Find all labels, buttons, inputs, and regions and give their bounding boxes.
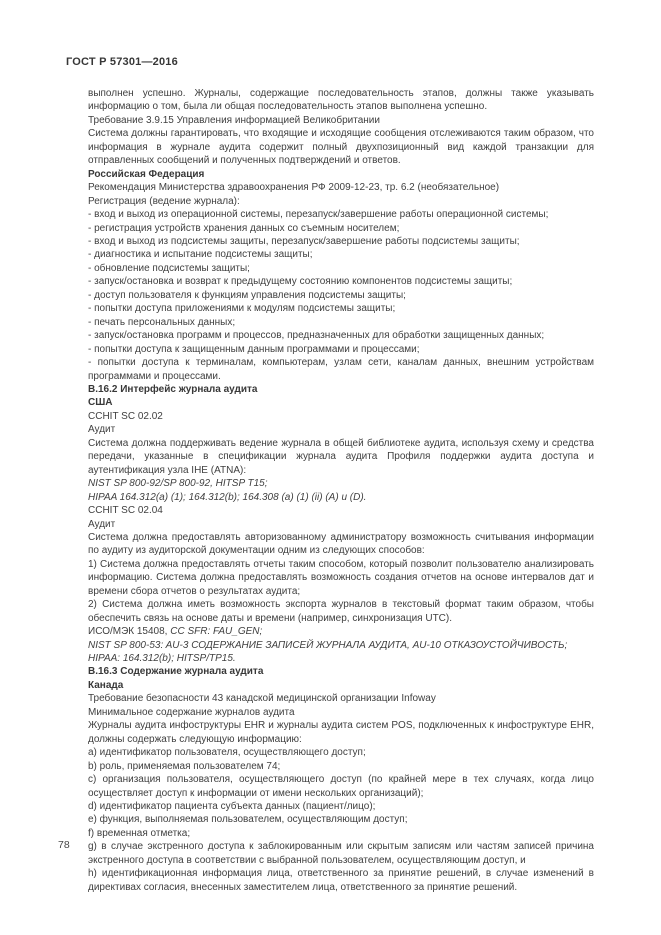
paragraph — [88, 504, 594, 517]
text-run: Требование безопасности 43 канадской медицинской организации Infoway — [88, 693, 436, 705]
paragraph — [88, 760, 594, 773]
paragraph — [88, 639, 594, 652]
text-run: - регистрация устройств хранения данных со съемным носителем; — [88, 222, 400, 234]
text-run: g) в случае экстренного доступа к заблокированным или скрытым записям или частям записей причина экстренного доступа в соответствии с выбранной пользователем, осуществляющим доступ, и — [88, 841, 594, 866]
text-run: - вход и выход из подсистемы защиты, перезапуск/завершение работы подсистемы защиты; — [88, 235, 520, 247]
paragraph — [88, 275, 594, 288]
text-run: - запуск/остановка и возврат к предыдущему состоянию компонентов подсистемы защиты; — [88, 276, 513, 288]
paragraph — [88, 114, 594, 127]
text-run: h) идентификационная информация лица, ответственного за принятие решений, в случае изменений в директивах согласия, внесенных заместителем лица, ответственного за принятие решений. — [88, 868, 594, 893]
paragraph — [88, 329, 594, 342]
paragraph — [88, 396, 594, 409]
text-run: - вход и выход из операционной системы, перезапуск/завершение работы операционной системы; — [88, 209, 549, 221]
document-header-title: ГОСТ Р 57301—2016 — [66, 56, 178, 68]
text-run: - диагностика и испытание подсистемы защиты; — [88, 249, 313, 261]
paragraph — [88, 558, 594, 598]
paragraph — [88, 773, 594, 800]
text-run: HIPAA: 164.312(b); HITSP/TP15. — [88, 653, 236, 665]
paragraph — [88, 800, 594, 813]
paragraph — [88, 531, 594, 558]
text-run: В.16.2 Интерфейс журнала аудита — [88, 383, 258, 395]
text-run: - запуск/остановка программ и процессов, предназначенных для обработки защищенных данных; — [88, 330, 545, 342]
text-run: выполнен успешно. Журналы, содержащие последовательность этапов, должны также указывать информацию о том, была ли общая последовательность этапов выполнена успешно. — [88, 88, 594, 113]
paragraph — [88, 746, 594, 759]
text-run: Рекомендация Министерства здравоохранения РФ 2009-12-23, тр. 6.2 (необязательное) — [88, 182, 500, 194]
paragraph — [88, 867, 594, 894]
text-run: Минимальное содержание журналов аудита — [88, 706, 295, 718]
paragraph — [88, 598, 594, 625]
paragraph — [88, 518, 594, 531]
text-run: Российская Федерация — [88, 168, 205, 180]
text-run: NIST SP 800-92/SP 800-92, HITSP T15; — [88, 478, 268, 490]
paragraph — [88, 343, 594, 356]
paragraph — [88, 208, 594, 221]
paragraph — [88, 262, 594, 275]
paragraph — [88, 316, 594, 329]
paragraph — [88, 437, 594, 477]
paragraph — [88, 679, 594, 692]
document-body — [88, 87, 594, 894]
paragraph — [88, 491, 594, 504]
text-run: Система должна поддерживать ведение журнала в общей библиотеке аудита, используя схему и средства передачи, указанные в спецификации журнала аудита Профиля поддержки аудита доступа и аутентификация узла IHE (ATNA): — [88, 437, 594, 476]
page-number: 78 — [58, 839, 70, 851]
paragraph — [88, 719, 594, 746]
paragraph — [88, 827, 594, 840]
text-run: Система должны гарантировать, что входящие и исходящие сообщения отслеживаются таким образом, что информация в журнале аудита содержит полный двухпозиционный вид каждой транзакции для отправленных сообщений и полученных подтверждений и ответов. — [88, 128, 594, 167]
text-run: В.16.3 Содержание журнала аудита — [88, 666, 264, 678]
text-run: a) идентификатор пользователя, осуществляющего доступ; — [88, 747, 366, 759]
paragraph — [88, 222, 594, 235]
paragraph — [88, 87, 594, 114]
paragraph — [88, 248, 594, 261]
text-run: - печать персональных данных; — [88, 316, 236, 328]
text-run: CCHIT SC 02.04 — [88, 505, 163, 517]
paragraph — [88, 692, 594, 705]
text-run: NIST SP 800-53: AU-3 СОДЕРЖАНИЕ ЗАПИСЕЙ ЖУРНАЛА АУДИТА, AU-10 ОТКАЗОУСТОЙЧИВОСТЬ; — [88, 639, 568, 651]
text-run: Система должна предоставлять авторизованному администратору возможность считывания информации по аудиту из аудиторской документации одним из следующих способов: — [88, 531, 594, 557]
paragraph — [88, 665, 594, 678]
text-run: Регистрация (ведение журнала): — [88, 195, 240, 207]
text-run: - обновление подсистемы защиты; — [88, 262, 250, 274]
paragraph — [88, 302, 594, 315]
text-run: d) идентификатор пациента субъекта данных (пациент/лицо); — [88, 801, 376, 813]
paragraph — [88, 477, 594, 490]
text-run: c) организация пользователя, осуществляющего доступ (по крайней мере в тех случаях, когда лицо осуществляет доступ к информации от имени нескольких организаций); — [88, 774, 594, 799]
text-run: HIPAA 164.312(a) (1); 164.312(b); 164.308 (a) (1) (ii) (A) и (D). — [88, 491, 367, 503]
paragraph — [88, 383, 594, 396]
text-run: - доступ пользователя к функциям управления подсистемы защиты; — [88, 289, 406, 301]
text-run: - попытки доступа к терминалам, компьютерам, узлам сети, каналам данных, внешним устройствам программами и процессами. — [88, 357, 594, 382]
paragraph — [88, 356, 594, 383]
paragraph — [88, 423, 594, 436]
paragraph — [88, 840, 594, 867]
text-run: Журналы аудита инфоструктуры EHR и журналы аудита систем POS, подключенных к инфоструктуре EHR, должны содержать следующую информацию: — [88, 720, 594, 745]
paragraph — [88, 181, 594, 194]
paragraph — [88, 168, 594, 181]
text-run: Аудит — [88, 424, 116, 436]
text-run: f) временная отметка; — [88, 827, 191, 839]
paragraph — [88, 410, 594, 423]
text-run: ИСО/МЭК 15408, — [88, 626, 171, 638]
text-run: США — [88, 397, 113, 409]
text-run: - попытки доступа к защищенным данным программами и процессами; — [88, 343, 420, 355]
text-run: - попытки доступа приложениями к модулям подсистемы защиты; — [88, 303, 396, 315]
text-run: CC SFR: FAU_GEN; — [170, 626, 263, 638]
text-run: CCHIT SC 02.02 — [88, 410, 163, 422]
text-run: Канада — [88, 679, 124, 691]
paragraph — [88, 813, 594, 826]
text-run: 1) Система должна предоставлять отчеты таким способом, который позволит пользователю анализировать информацию. Система должна предоставлять возможность создания отчетов на основе интервалов дат и времени сбора отчетов о результатах аудита; — [88, 558, 594, 597]
paragraph — [88, 652, 594, 665]
text-run: Требование 3.9.15 Управления информацией Великобритании — [88, 114, 380, 126]
paragraph — [88, 127, 594, 167]
paragraph — [88, 625, 594, 638]
text-run: 2) Система должна иметь возможность экспорта журналов в текстовый формат таким образом, чтобы обеспечить связь на основе даты и времени (например, синхронизация UTC). — [88, 599, 594, 624]
paragraph — [88, 195, 594, 208]
paragraph — [88, 289, 594, 302]
paragraph — [88, 706, 594, 719]
text-run: b) роль, применяемая пользователем 74; — [88, 760, 281, 772]
paragraph — [88, 235, 594, 248]
text-run: e) функция, выполняемая пользователем, осуществляющим доступ; — [88, 814, 408, 826]
text-run: Аудит — [88, 518, 116, 530]
